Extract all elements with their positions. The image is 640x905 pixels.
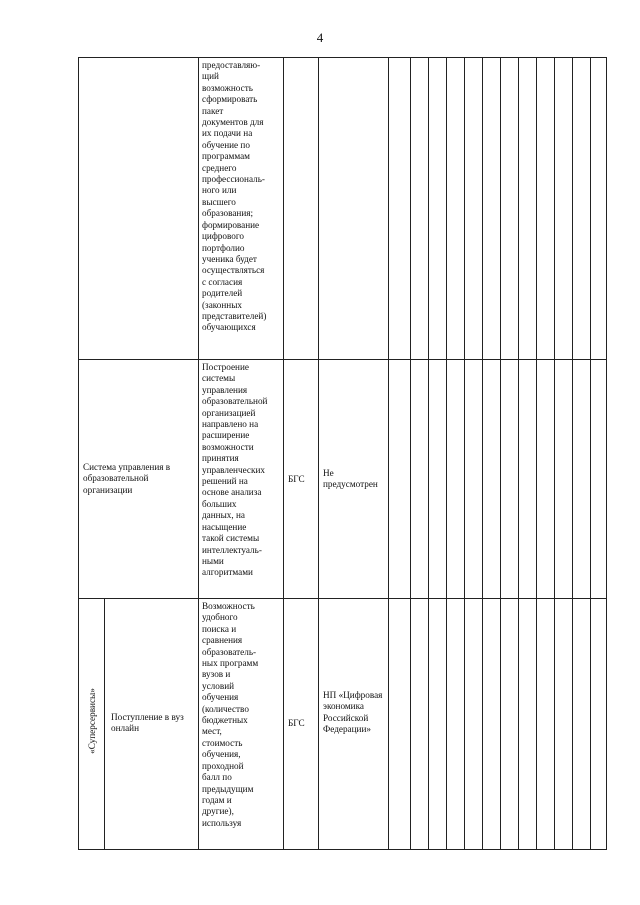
row-2-source: Не предусмотрен (323, 468, 378, 490)
row-3-description: Возможность удобного поиска и сравнения образователь- ных программ вузов и условий обучения (количество бюджетных мест, стоимость обучения, проходной балл по предыдущим годам и другие), используя (202, 601, 259, 828)
row-3-type: БГС (288, 718, 305, 728)
row-3-group: «Суперсервисы» (87, 688, 97, 754)
row-3-name: Поступление в вуз онлайн (111, 712, 184, 734)
row-2-name: Система управления в образовательной организации (83, 462, 171, 495)
page-number: 4 (316, 30, 324, 45)
row-2-type: БГС (288, 474, 305, 484)
row-2-description: Построение системы управления образовательной организацией направлено на расширение возможности принятия управленческих решений на основе анализа больших данных, на насыщение такой системы интеллектуаль- ными алгоритмами (202, 362, 268, 578)
row-3-source: НП «Цифровая экономика Российской Федерации» (323, 690, 383, 735)
row-1-description: предоставляю- щий возможность сформировать пакет документов для их подачи на обучение по программам среднего профессиональ- ного или высшего образования; формирование цифрового портфолио ученика будет осуществляться с согласия родителей (законных представителей) обучающихся (202, 60, 267, 333)
